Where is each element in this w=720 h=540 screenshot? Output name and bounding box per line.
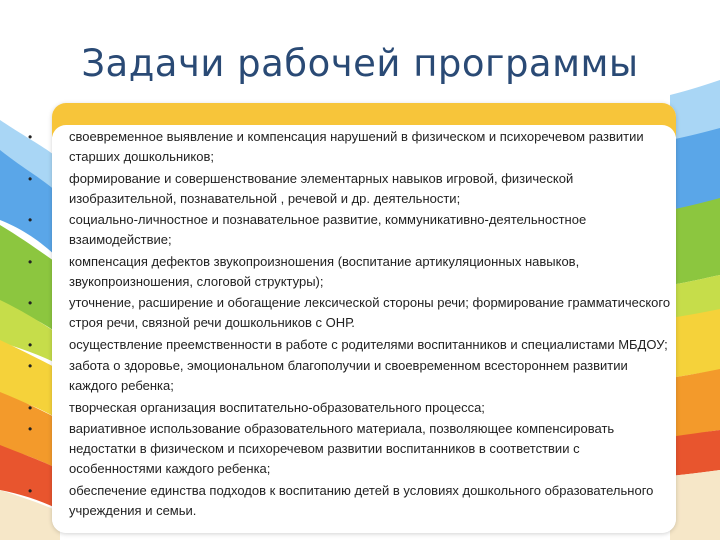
list-item-text: забота о здоровье, эмоциональном благополучии и своевременном всестороннем развитии каждого ребенка; bbox=[69, 358, 628, 393]
list-item bbox=[0, 398, 720, 418]
list-item bbox=[0, 419, 720, 479]
bullet-icon: • bbox=[28, 213, 33, 227]
list-item-text: вариативное использование образовательного материала, позволяющее компенсировать недостатки в физическом и психоречевом развитии воспитанников в соответствии с особенностями каждого ребенка; bbox=[69, 421, 615, 476]
list-item bbox=[0, 481, 720, 521]
list-item-text: осуществление преемственности в работе с родителями воспитанников и специалистами МБДОУ; bbox=[69, 336, 668, 352]
task-list bbox=[0, 127, 720, 522]
list-item-text: своевременное выявление и компенсация нарушений в физическом и психоречевом развитии старших дошкольников; bbox=[69, 129, 644, 164]
bullet-icon: • bbox=[28, 337, 33, 352]
bullet-icon: • bbox=[28, 171, 33, 186]
list-item-text: формирование и совершенствование элементарных навыков игровой, физической изобразительной, познавательной , речевой и др. деятельности; bbox=[69, 170, 574, 206]
list-item-text: компенсация дефектов звукопроизношения (воспитание артикуляционных навыков, звукопроизношения, слоговой структуры); bbox=[69, 253, 580, 289]
bullet-icon: • bbox=[28, 422, 33, 436]
list-item bbox=[0, 293, 720, 333]
list-item bbox=[0, 252, 720, 292]
bullet-icon: • bbox=[28, 483, 33, 498]
list-item bbox=[0, 210, 720, 250]
bullet-icon: • bbox=[28, 359, 33, 373]
bullet-icon: • bbox=[28, 296, 33, 310]
list-item-text: уточнение, расширение и обогащение лексической стороны речи; формирование грамматического строя речи, связной речи дошкольников с ОНР. bbox=[69, 295, 671, 330]
bullet-icon: • bbox=[28, 130, 33, 144]
slide-title: Задачи рабочей программы bbox=[81, 42, 639, 85]
list-item bbox=[0, 335, 720, 355]
list-item-text: социально-личностное и познавательное развитие, коммуникативно-деятельностное взаимодействие; bbox=[69, 212, 587, 247]
bullet-icon: • bbox=[28, 400, 33, 415]
list-item-text: творческая организация воспитательно-образовательного процесса; bbox=[69, 399, 485, 415]
list-item bbox=[0, 169, 720, 209]
list-item bbox=[0, 356, 720, 396]
bullet-icon: • bbox=[28, 254, 33, 269]
list-item bbox=[0, 127, 720, 167]
list-item-text: обеспечение единства подходов к воспитанию детей в условиях дошкольного образовательного учреждения и семьи. bbox=[69, 482, 654, 518]
